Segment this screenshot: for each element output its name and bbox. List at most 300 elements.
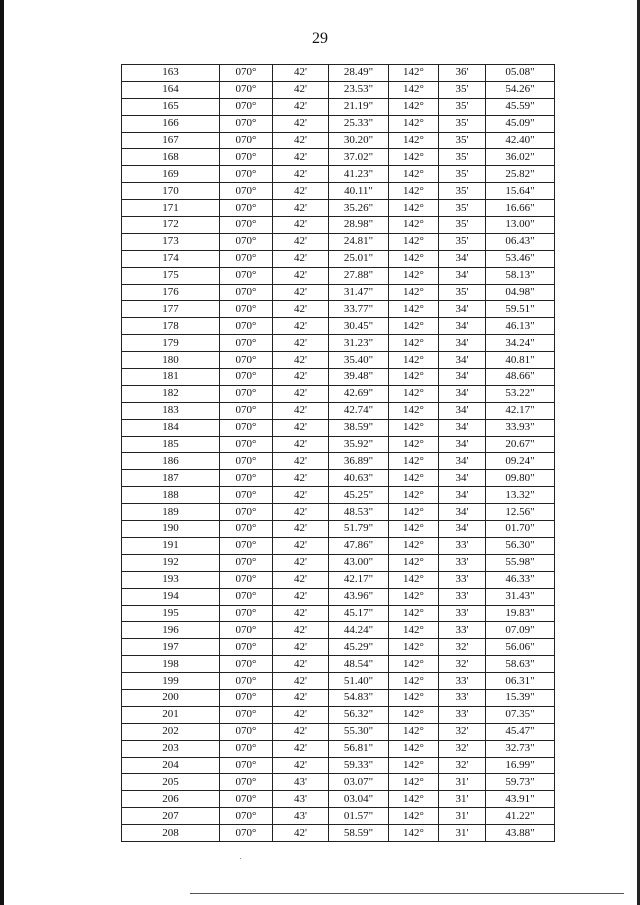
latitude-seconds-cell: 32.73" (486, 740, 555, 757)
latitude-seconds-cell: 58.63" (486, 656, 555, 673)
latitude-degrees-cell: 142° (389, 504, 439, 521)
latitude-seconds-cell: 55.98" (486, 554, 555, 571)
table-row (122, 470, 555, 487)
point-number-cell: 184 (122, 419, 220, 436)
latitude-degrees-cell: 142° (389, 402, 439, 419)
latitude-degrees-cell: 142° (389, 250, 439, 267)
point-number-cell: 171 (122, 200, 220, 217)
longitude-minutes-cell: 43' (273, 774, 329, 791)
longitude-seconds-cell: 43.96" (329, 588, 389, 605)
latitude-seconds-cell: 36.02" (486, 149, 555, 166)
point-number-cell: 176 (122, 284, 220, 301)
table-row (122, 605, 555, 622)
latitude-degrees-cell: 142° (389, 808, 439, 825)
point-number-cell: 206 (122, 791, 220, 808)
longitude-seconds-cell: 56.32" (329, 706, 389, 723)
latitude-seconds-cell: 25.82" (486, 166, 555, 183)
latitude-minutes-cell: 34' (439, 487, 486, 504)
table-row (122, 453, 555, 470)
point-number-cell: 172 (122, 217, 220, 234)
longitude-seconds-cell: 41.23" (329, 166, 389, 183)
latitude-degrees-cell: 142° (389, 774, 439, 791)
longitude-seconds-cell: 33.77" (329, 301, 389, 318)
latitude-minutes-cell: 34' (439, 402, 486, 419)
longitude-seconds-cell: 35.92" (329, 436, 389, 453)
longitude-degrees-cell: 070° (220, 419, 273, 436)
latitude-degrees-cell: 142° (389, 301, 439, 318)
longitude-degrees-cell: 070° (220, 183, 273, 200)
latitude-minutes-cell: 36' (439, 65, 486, 82)
latitude-degrees-cell: 142° (389, 267, 439, 284)
longitude-seconds-cell: 43.00" (329, 554, 389, 571)
longitude-degrees-cell: 070° (220, 250, 273, 267)
longitude-minutes-cell: 42' (273, 487, 329, 504)
point-number-cell: 179 (122, 335, 220, 352)
table-row (122, 217, 555, 234)
longitude-degrees-cell: 070° (220, 504, 273, 521)
longitude-degrees-cell: 070° (220, 284, 273, 301)
longitude-degrees-cell: 070° (220, 808, 273, 825)
latitude-minutes-cell: 34' (439, 436, 486, 453)
table-row (122, 521, 555, 538)
point-number-cell: 204 (122, 757, 220, 774)
latitude-seconds-cell: 59.73" (486, 774, 555, 791)
longitude-seconds-cell: 45.25" (329, 487, 389, 504)
latitude-degrees-cell: 142° (389, 352, 439, 369)
longitude-minutes-cell: 42' (273, 166, 329, 183)
longitude-minutes-cell: 42' (273, 470, 329, 487)
latitude-degrees-cell: 142° (389, 706, 439, 723)
longitude-minutes-cell: 42' (273, 504, 329, 521)
longitude-seconds-cell: 31.23" (329, 335, 389, 352)
longitude-minutes-cell: 42' (273, 605, 329, 622)
longitude-minutes-cell: 42' (273, 639, 329, 656)
latitude-degrees-cell: 142° (389, 537, 439, 554)
longitude-degrees-cell: 070° (220, 537, 273, 554)
longitude-minutes-cell: 42' (273, 352, 329, 369)
longitude-minutes-cell: 42' (273, 318, 329, 335)
latitude-degrees-cell: 142° (389, 639, 439, 656)
longitude-degrees-cell: 070° (220, 470, 273, 487)
point-number-cell: 199 (122, 673, 220, 690)
longitude-minutes-cell: 43' (273, 791, 329, 808)
latitude-minutes-cell: 34' (439, 250, 486, 267)
latitude-seconds-cell: 59.51" (486, 301, 555, 318)
point-number-cell: 170 (122, 183, 220, 200)
latitude-minutes-cell: 34' (439, 521, 486, 538)
longitude-minutes-cell: 42' (273, 233, 329, 250)
longitude-seconds-cell: 35.26" (329, 200, 389, 217)
latitude-degrees-cell: 142° (389, 335, 439, 352)
table-row (122, 825, 555, 842)
table-row (122, 149, 555, 166)
latitude-seconds-cell: 19.83" (486, 605, 555, 622)
longitude-seconds-cell: 30.20" (329, 132, 389, 149)
longitude-degrees-cell: 070° (220, 335, 273, 352)
table-row (122, 757, 555, 774)
latitude-seconds-cell: 05.08" (486, 65, 555, 82)
latitude-minutes-cell: 33' (439, 706, 486, 723)
longitude-degrees-cell: 070° (220, 673, 273, 690)
latitude-minutes-cell: 33' (439, 588, 486, 605)
longitude-degrees-cell: 070° (220, 774, 273, 791)
latitude-minutes-cell: 33' (439, 689, 486, 706)
longitude-seconds-cell: 47.86" (329, 537, 389, 554)
latitude-degrees-cell: 142° (389, 98, 439, 115)
latitude-seconds-cell: 40.81" (486, 352, 555, 369)
table-row (122, 318, 555, 335)
table-row (122, 385, 555, 402)
table-row (122, 166, 555, 183)
point-number-cell: 192 (122, 554, 220, 571)
longitude-seconds-cell: 21.19" (329, 98, 389, 115)
point-number-cell: 202 (122, 723, 220, 740)
latitude-minutes-cell: 34' (439, 318, 486, 335)
latitude-degrees-cell: 142° (389, 571, 439, 588)
longitude-degrees-cell: 070° (220, 166, 273, 183)
longitude-minutes-cell: 42' (273, 267, 329, 284)
latitude-degrees-cell: 142° (389, 149, 439, 166)
longitude-minutes-cell: 42' (273, 571, 329, 588)
latitude-minutes-cell: 33' (439, 673, 486, 690)
latitude-seconds-cell: 45.09" (486, 115, 555, 132)
table-row (122, 250, 555, 267)
latitude-degrees-cell: 142° (389, 233, 439, 250)
longitude-minutes-cell: 42' (273, 301, 329, 318)
longitude-minutes-cell: 42' (273, 622, 329, 639)
table-row (122, 436, 555, 453)
table-row (122, 267, 555, 284)
longitude-seconds-cell: 25.33" (329, 115, 389, 132)
longitude-seconds-cell: 27.88" (329, 267, 389, 284)
latitude-degrees-cell: 142° (389, 65, 439, 82)
longitude-minutes-cell: 42' (273, 740, 329, 757)
latitude-seconds-cell: 06.43" (486, 233, 555, 250)
longitude-degrees-cell: 070° (220, 487, 273, 504)
latitude-minutes-cell: 34' (439, 267, 486, 284)
page-number: 29 (312, 30, 328, 47)
point-number-cell: 185 (122, 436, 220, 453)
point-number-cell: 182 (122, 385, 220, 402)
longitude-degrees-cell: 070° (220, 318, 273, 335)
longitude-degrees-cell: 070° (220, 301, 273, 318)
longitude-minutes-cell: 42' (273, 250, 329, 267)
point-number-cell: 188 (122, 487, 220, 504)
point-number-cell: 169 (122, 166, 220, 183)
point-number-cell: 164 (122, 81, 220, 98)
point-number-cell: 177 (122, 301, 220, 318)
point-number-cell: 165 (122, 98, 220, 115)
latitude-seconds-cell: 09.80" (486, 470, 555, 487)
longitude-seconds-cell: 03.07" (329, 774, 389, 791)
longitude-degrees-cell: 070° (220, 571, 273, 588)
longitude-minutes-cell: 42' (273, 453, 329, 470)
latitude-seconds-cell: 09.24" (486, 453, 555, 470)
table-row (122, 656, 555, 673)
longitude-seconds-cell: 56.81" (329, 740, 389, 757)
latitude-minutes-cell: 32' (439, 723, 486, 740)
scan-left-edge (0, 0, 4, 905)
table-row (122, 81, 555, 98)
latitude-minutes-cell: 35' (439, 217, 486, 234)
point-number-cell: 208 (122, 825, 220, 842)
longitude-degrees-cell: 070° (220, 149, 273, 166)
longitude-minutes-cell: 42' (273, 825, 329, 842)
longitude-minutes-cell: 42' (273, 656, 329, 673)
longitude-degrees-cell: 070° (220, 65, 273, 82)
longitude-degrees-cell: 070° (220, 757, 273, 774)
longitude-degrees-cell: 070° (220, 352, 273, 369)
point-number-cell: 167 (122, 132, 220, 149)
latitude-minutes-cell: 31' (439, 774, 486, 791)
latitude-minutes-cell: 33' (439, 554, 486, 571)
longitude-minutes-cell: 42' (273, 149, 329, 166)
longitude-degrees-cell: 070° (220, 656, 273, 673)
longitude-degrees-cell: 070° (220, 554, 273, 571)
table-row (122, 301, 555, 318)
latitude-seconds-cell: 04.98" (486, 284, 555, 301)
table-row (122, 115, 555, 132)
longitude-minutes-cell: 42' (273, 385, 329, 402)
longitude-minutes-cell: 42' (273, 98, 329, 115)
latitude-degrees-cell: 142° (389, 740, 439, 757)
longitude-degrees-cell: 070° (220, 233, 273, 250)
longitude-seconds-cell: 40.63" (329, 470, 389, 487)
table-row (122, 689, 555, 706)
table-row (122, 352, 555, 369)
longitude-seconds-cell: 51.40" (329, 673, 389, 690)
point-number-cell: 194 (122, 588, 220, 605)
latitude-minutes-cell: 35' (439, 166, 486, 183)
latitude-degrees-cell: 142° (389, 166, 439, 183)
longitude-minutes-cell: 42' (273, 132, 329, 149)
table-row (122, 588, 555, 605)
latitude-seconds-cell: 06.31" (486, 673, 555, 690)
latitude-minutes-cell: 34' (439, 352, 486, 369)
table-row (122, 504, 555, 521)
table-row (122, 774, 555, 791)
longitude-seconds-cell: 35.40" (329, 352, 389, 369)
point-number-cell: 195 (122, 605, 220, 622)
latitude-degrees-cell: 142° (389, 183, 439, 200)
latitude-minutes-cell: 34' (439, 385, 486, 402)
latitude-degrees-cell: 142° (389, 200, 439, 217)
latitude-seconds-cell: 13.32" (486, 487, 555, 504)
table-row (122, 808, 555, 825)
latitude-minutes-cell: 35' (439, 200, 486, 217)
table-row (122, 571, 555, 588)
latitude-degrees-cell: 142° (389, 757, 439, 774)
table-row (122, 233, 555, 250)
point-number-cell: 174 (122, 250, 220, 267)
longitude-degrees-cell: 070° (220, 385, 273, 402)
longitude-degrees-cell: 070° (220, 740, 273, 757)
latitude-degrees-cell: 142° (389, 115, 439, 132)
latitude-degrees-cell: 142° (389, 673, 439, 690)
table-row (122, 132, 555, 149)
longitude-minutes-cell: 42' (273, 521, 329, 538)
latitude-seconds-cell: 54.26" (486, 81, 555, 98)
latitude-minutes-cell: 35' (439, 115, 486, 132)
latitude-seconds-cell: 15.64" (486, 183, 555, 200)
point-number-cell: 190 (122, 521, 220, 538)
point-number-cell: 180 (122, 352, 220, 369)
latitude-minutes-cell: 35' (439, 149, 486, 166)
table-row (122, 183, 555, 200)
point-number-cell: 203 (122, 740, 220, 757)
longitude-minutes-cell: 43' (273, 808, 329, 825)
table-row (122, 487, 555, 504)
latitude-degrees-cell: 142° (389, 369, 439, 386)
longitude-degrees-cell: 070° (220, 115, 273, 132)
longitude-minutes-cell: 42' (273, 402, 329, 419)
longitude-minutes-cell: 42' (273, 65, 329, 82)
longitude-seconds-cell: 01.57" (329, 808, 389, 825)
longitude-seconds-cell: 42.17" (329, 571, 389, 588)
table-row (122, 419, 555, 436)
longitude-degrees-cell: 070° (220, 369, 273, 386)
point-number-cell: 168 (122, 149, 220, 166)
latitude-seconds-cell: 45.47" (486, 723, 555, 740)
latitude-degrees-cell: 142° (389, 81, 439, 98)
latitude-seconds-cell: 07.35" (486, 706, 555, 723)
longitude-seconds-cell: 25.01" (329, 250, 389, 267)
latitude-seconds-cell: 12.56" (486, 504, 555, 521)
latitude-minutes-cell: 34' (439, 335, 486, 352)
latitude-degrees-cell: 142° (389, 825, 439, 842)
latitude-seconds-cell: 48.66" (486, 369, 555, 386)
longitude-seconds-cell: 45.29" (329, 639, 389, 656)
latitude-seconds-cell: 01.70" (486, 521, 555, 538)
longitude-seconds-cell: 48.53" (329, 504, 389, 521)
latitude-minutes-cell: 33' (439, 537, 486, 554)
longitude-seconds-cell: 59.33" (329, 757, 389, 774)
table-row (122, 639, 555, 656)
latitude-seconds-cell: 34.24" (486, 335, 555, 352)
longitude-degrees-cell: 070° (220, 706, 273, 723)
latitude-seconds-cell: 16.99" (486, 757, 555, 774)
latitude-minutes-cell: 32' (439, 639, 486, 656)
table-row (122, 537, 555, 554)
longitude-seconds-cell: 58.59" (329, 825, 389, 842)
point-number-cell: 181 (122, 369, 220, 386)
point-number-cell: 178 (122, 318, 220, 335)
coordinates-table (121, 64, 555, 842)
latitude-degrees-cell: 142° (389, 217, 439, 234)
longitude-minutes-cell: 42' (273, 369, 329, 386)
longitude-seconds-cell: 51.79" (329, 521, 389, 538)
bottom-scan-line (190, 893, 624, 894)
table-row (122, 402, 555, 419)
point-number-cell: 207 (122, 808, 220, 825)
longitude-seconds-cell: 42.74" (329, 402, 389, 419)
table-row (122, 740, 555, 757)
latitude-degrees-cell: 142° (389, 419, 439, 436)
latitude-minutes-cell: 35' (439, 233, 486, 250)
longitude-seconds-cell: 03.04" (329, 791, 389, 808)
longitude-degrees-cell: 070° (220, 402, 273, 419)
latitude-seconds-cell: 46.13" (486, 318, 555, 335)
latitude-minutes-cell: 32' (439, 740, 486, 757)
point-number-cell: 197 (122, 639, 220, 656)
latitude-seconds-cell: 16.66" (486, 200, 555, 217)
point-number-cell: 201 (122, 706, 220, 723)
table-row (122, 706, 555, 723)
longitude-degrees-cell: 070° (220, 605, 273, 622)
longitude-seconds-cell: 40.11" (329, 183, 389, 200)
longitude-minutes-cell: 42' (273, 200, 329, 217)
longitude-minutes-cell: 42' (273, 689, 329, 706)
latitude-degrees-cell: 142° (389, 487, 439, 504)
latitude-minutes-cell: 35' (439, 132, 486, 149)
longitude-degrees-cell: 070° (220, 267, 273, 284)
latitude-minutes-cell: 34' (439, 470, 486, 487)
longitude-degrees-cell: 070° (220, 81, 273, 98)
point-number-cell: 166 (122, 115, 220, 132)
longitude-degrees-cell: 070° (220, 521, 273, 538)
longitude-degrees-cell: 070° (220, 622, 273, 639)
latitude-degrees-cell: 142° (389, 554, 439, 571)
point-number-cell: 173 (122, 233, 220, 250)
latitude-seconds-cell: 45.59" (486, 98, 555, 115)
latitude-seconds-cell: 56.30" (486, 537, 555, 554)
latitude-minutes-cell: 33' (439, 622, 486, 639)
latitude-minutes-cell: 35' (439, 284, 486, 301)
latitude-degrees-cell: 142° (389, 132, 439, 149)
longitude-minutes-cell: 42' (273, 706, 329, 723)
table-row (122, 335, 555, 352)
longitude-seconds-cell: 48.54" (329, 656, 389, 673)
latitude-minutes-cell: 34' (439, 301, 486, 318)
latitude-seconds-cell: 15.39" (486, 689, 555, 706)
longitude-minutes-cell: 42' (273, 554, 329, 571)
table-row (122, 98, 555, 115)
latitude-seconds-cell: 58.13" (486, 267, 555, 284)
latitude-degrees-cell: 142° (389, 436, 439, 453)
latitude-degrees-cell: 142° (389, 656, 439, 673)
table-row (122, 200, 555, 217)
longitude-minutes-cell: 42' (273, 335, 329, 352)
longitude-degrees-cell: 070° (220, 217, 273, 234)
latitude-degrees-cell: 142° (389, 284, 439, 301)
longitude-minutes-cell: 42' (273, 419, 329, 436)
table-row (122, 673, 555, 690)
point-number-cell: 200 (122, 689, 220, 706)
longitude-degrees-cell: 070° (220, 200, 273, 217)
latitude-degrees-cell: 142° (389, 791, 439, 808)
latitude-seconds-cell: 13.00" (486, 217, 555, 234)
longitude-minutes-cell: 42' (273, 284, 329, 301)
latitude-degrees-cell: 142° (389, 521, 439, 538)
longitude-seconds-cell: 23.53" (329, 81, 389, 98)
longitude-degrees-cell: 070° (220, 132, 273, 149)
longitude-minutes-cell: 42' (273, 115, 329, 132)
longitude-minutes-cell: 42' (273, 217, 329, 234)
latitude-degrees-cell: 142° (389, 453, 439, 470)
longitude-degrees-cell: 070° (220, 98, 273, 115)
latitude-seconds-cell: 41.22" (486, 808, 555, 825)
coordinates-table-body (122, 65, 555, 842)
scan-speck (240, 858, 241, 859)
latitude-minutes-cell: 34' (439, 453, 486, 470)
latitude-seconds-cell: 42.17" (486, 402, 555, 419)
table-row (122, 554, 555, 571)
longitude-seconds-cell: 28.98" (329, 217, 389, 234)
longitude-seconds-cell: 38.59" (329, 419, 389, 436)
latitude-minutes-cell: 31' (439, 808, 486, 825)
point-number-cell: 191 (122, 537, 220, 554)
longitude-seconds-cell: 31.47" (329, 284, 389, 301)
